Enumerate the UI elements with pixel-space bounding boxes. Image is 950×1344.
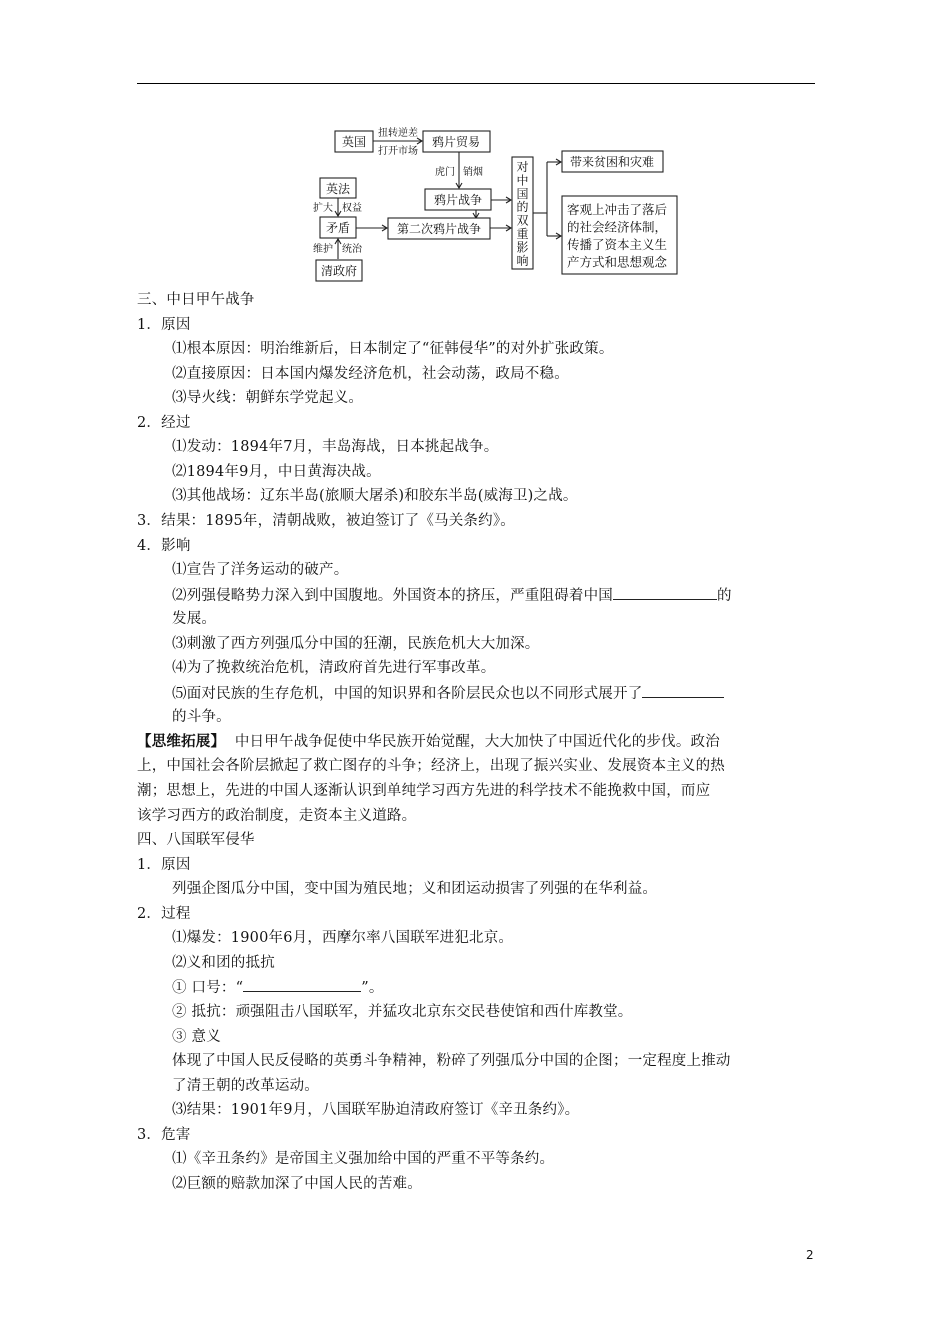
vertical-char: 重 [516,227,529,241]
text-line [172,389,363,407]
text-line [172,954,275,972]
line-text: ⑵1894年9月，中日黄海决战。 [172,463,381,480]
text-line [172,1077,319,1095]
line-text-after-blank: ”。 [361,980,384,997]
line-text: 1．原因 [137,856,191,873]
line-text: ② 抵抗：顽强阻击八国联军，并猛攻北京东交民巷使馆和西什库教堂。 [172,1003,633,1020]
line-text: ③ 意义 [172,1028,221,1045]
text-line [172,1052,731,1070]
line-text: 3．结果：1895年，清朝战败，被迫签订了《马关条约》。 [137,512,515,529]
text-line [172,487,578,505]
text-line [172,463,381,481]
line-text: 四、八国联军侵华 [137,832,255,849]
line-text: ⑴宣告了洋务运动的破产。 [172,562,349,579]
label-qing-government: 清政府 [320,264,358,278]
text-line [137,856,191,874]
label-rights: 权益 [342,203,362,214]
text-line [137,1126,191,1144]
label-expand: 扩大 [313,203,333,214]
text-line [172,365,569,383]
fill-in-blank [642,684,724,698]
line-text: ⑴爆发：1900年6月，西摩尔率八国联军进犯北京。 [172,930,514,947]
line-text: ⑴《辛丑条约》是帝国主义强加给中国的严重不平等条约。 [172,1151,555,1168]
objective-line: 的社会经济体制， [567,219,668,235]
text-line [172,1003,633,1021]
label-rule: 统治 [342,244,362,255]
line-text: ⑶其他战场：辽东半岛(旅顺大屠杀)和胶东半岛(威海卫)之战。 [172,488,578,505]
line-text: 中日甲午战争促使中华民族开始觉醒，大大加快了中国近代化的步伐。政治 [234,733,720,750]
line-text: ⑵直接原因：日本国内爆发经济危机，社会动荡，政局不稳。 [172,365,569,382]
text-line [172,659,495,677]
line-text: 体现了中国人民反侵略的英勇斗争精神，粉碎了列强瓜分中国的企图；一定程度上推动 [172,1053,731,1070]
vertical-char: 响 [516,253,529,268]
line-text: ⑶结果：1901年9月，八国联军胁迫清政府签订《辛丑条约》。 [172,1102,580,1119]
line-text: ⑶刺激了西方列强瓜分中国的狂潮，民族危机大大加深。 [172,635,540,652]
text-line [137,512,515,530]
text-line [172,929,513,947]
page-number: 2 [806,1248,814,1262]
text-line [172,438,498,456]
label-reverse-deficit: 扭转逆差 [378,128,418,139]
fill-in-blank [243,978,361,992]
line-text: 了清王朝的改革运动。 [172,1077,319,1094]
line-text: ⑵义和团的抵抗 [172,954,275,971]
text-line [137,782,710,800]
text-line [172,1101,579,1119]
line-text: 潮；思想上，先进的中国人逐渐认识到单纯学习西方先进的科学技术不能挽救中国，而应 [137,783,711,799]
text-line [172,684,724,703]
vertical-char: 对 [516,160,529,174]
line-text: ⑶导火线：朝鲜东学党起义。 [172,390,364,407]
opium-war-flow-diagram [0,0,950,300]
text-line [172,610,216,628]
objective-line: 产方式和思想观念 [567,254,668,270]
line-text: ⑷为了挽救统治危机，清政府首先进行军事改革。 [172,660,496,677]
label-britain-france: 英法 [325,182,351,196]
line-text: 上，中国社会各阶层掀起了救亡图存的斗争；经济上，出现了振兴实业、发展资本主义的热 [137,758,725,775]
text-line [137,414,191,432]
line-text: ⑵列强侵略势力深入到中国腹地。外国资本的挤压，严重阻碍着中国 [172,587,613,604]
label-poverty: 带来贫困和灾难 [569,155,655,169]
line-text: 该学习西方的政治制度，走资本主义道路。 [137,807,417,824]
label-second-opium-war: 第二次鸦片战争 [396,222,482,236]
label-maintain: 维护 [313,244,333,255]
line-text-after-blank: 的 [717,587,732,604]
text-line [137,807,416,825]
text-line [172,978,384,997]
text-line [137,831,255,849]
objective-line: 传播了资本主义生 [567,237,668,252]
line-text: 1．原因 [137,316,191,333]
label-conflict: 矛盾 [325,221,351,235]
text-line [137,291,255,309]
line-text: ⑴发动：1894年7月，丰岛海战，日本挑起战争。 [172,439,499,456]
line-text: 2．经过 [137,414,191,431]
text-line [172,586,732,605]
line-text: ⑴根本原因：明治维新后，日本制定了“征韩侵华”的对外扩张政策。 [172,341,614,358]
text-line [137,733,720,751]
text-line [172,340,614,358]
label-xiaoyan: 销烟 [463,167,483,178]
text-line [137,537,191,555]
vertical-char: 双 [516,213,529,228]
label-humen: 虎门 [435,167,455,178]
text-line [172,561,348,579]
vertical-char: 国 [516,186,529,201]
text-line [137,316,191,334]
line-text: 三、中日甲午战争 [137,292,255,308]
text-line [172,880,657,898]
line-text: 的斗争。 [172,709,231,726]
line-text: ⑸面对民族的生存危机，中国的知识界和各阶层民众也以不同形式展开了 [172,685,643,702]
fill-in-blank [613,586,717,600]
label-opium-trade: 鸦片贸易 [431,135,481,149]
vertical-char: 中 [516,173,529,188]
section-label: 【思维拓展】 [137,732,226,750]
vertical-char: 的 [516,200,529,215]
objective-line: 客观上冲击了落后 [567,202,668,217]
line-text: 3．危害 [137,1126,191,1143]
text-line [172,708,231,726]
text-line [172,1028,221,1046]
label-britain: 英国 [341,135,367,149]
text-line [172,1150,554,1168]
line-text: 2．过程 [137,905,191,922]
vertical-label-dual-impact [516,159,528,268]
label-open-market: 打开市场 [378,146,418,157]
line-text: ① 口号：“ [172,980,244,997]
vertical-char: 影 [516,240,529,255]
text-line [172,1175,422,1193]
text-line [172,635,540,653]
line-text: ⑵巨额的赔款加深了中国人民的苦难。 [172,1175,422,1192]
line-text: 发展。 [172,611,217,628]
text-line [137,905,191,923]
line-text: 列强企图瓜分中国，变中国为殖民地；义和团运动损害了列强的在华利益。 [172,881,658,898]
line-text: 4．影响 [137,537,191,554]
label-opium-war: 鸦片战争 [433,193,483,207]
text-line [137,757,725,775]
